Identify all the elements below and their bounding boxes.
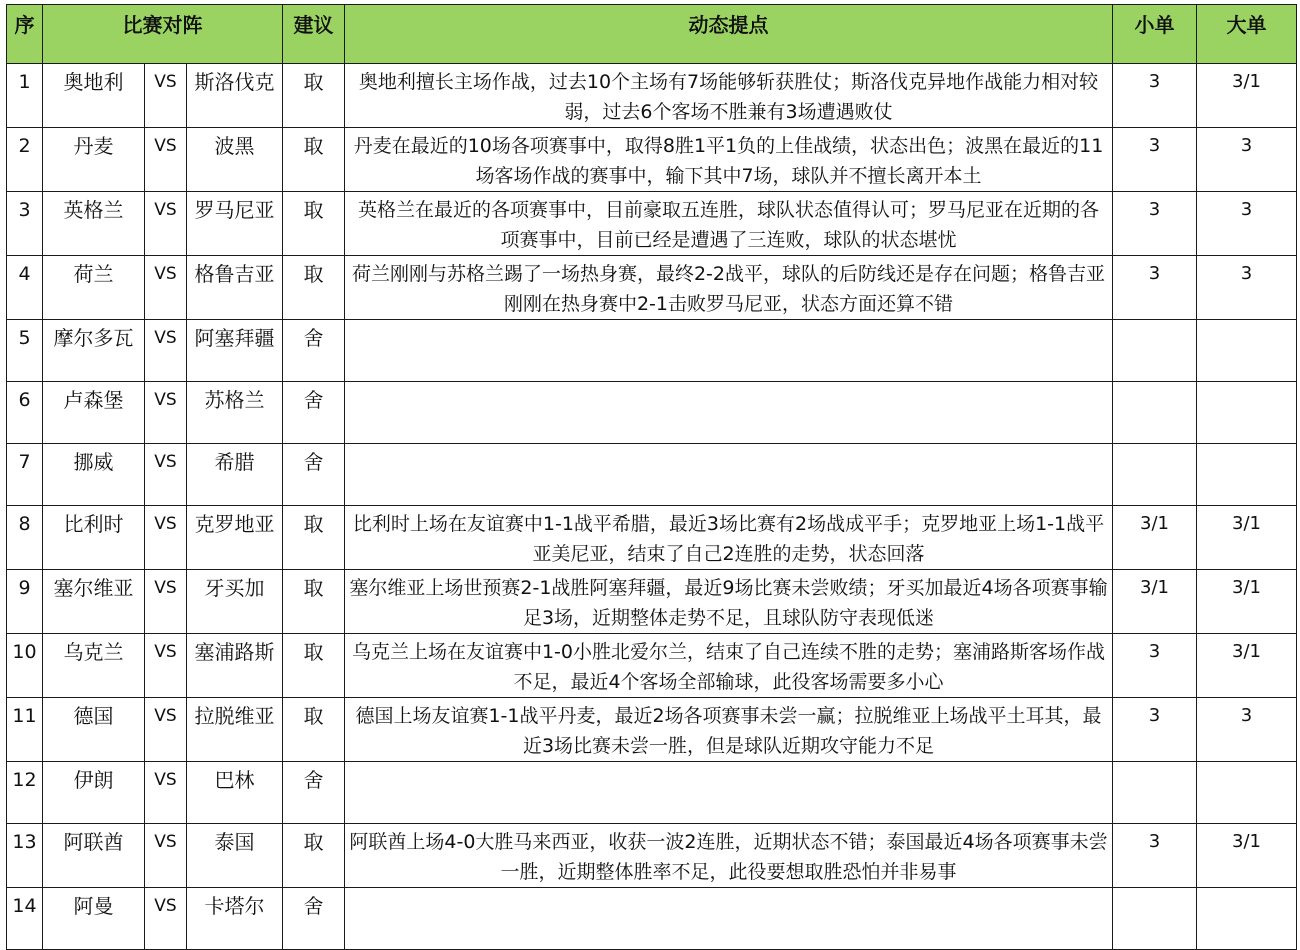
advice-cell: 舍 [283,382,345,444]
home-team: 伊朗 [43,762,145,824]
row-seq: 4 [7,256,43,320]
row-seq: 2 [7,128,43,192]
small-odds-cell: 3 [1113,256,1197,320]
small-odds-cell [1113,320,1197,382]
row-seq: 12 [7,762,43,824]
big-odds-cell [1197,320,1297,382]
table-row [7,256,1297,320]
table-row [7,128,1297,192]
tips-cell: 奥地利擅长主场作战，过去10个主场有7场能够斩获胜仗；斯洛伐克异地作战能力相对较弱，过去6个客场不胜兼有3场遭遇败仗 [345,64,1113,128]
vs-label: VS [145,444,187,506]
tips-cell [345,888,1113,950]
tips-cell [345,444,1113,506]
vs-label: VS [145,634,187,698]
home-team: 丹麦 [43,128,145,192]
tips-cell: 丹麦在最近的10场各项赛事中，取得8胜1平1负的上佳战绩，状态出色；波黑在最近的11场客场作战的赛事中，输下其中7场，球队并不擅长离开本土 [345,128,1113,192]
table-header-row [7,5,1297,64]
away-team: 牙买加 [187,570,283,634]
away-team: 罗马尼亚 [187,192,283,256]
advice-cell: 取 [283,824,345,888]
vs-label: VS [145,382,187,444]
advice-cell: 取 [283,570,345,634]
table-row [7,320,1297,382]
big-odds-cell: 3 [1197,698,1297,762]
away-team: 阿塞拜疆 [187,320,283,382]
home-team: 德国 [43,698,145,762]
small-odds-cell: 3 [1113,824,1197,888]
tips-cell: 阿联酋上场4-0大胜马来西亚，收获一波2连胜，近期状态不错；泰国最近4场各项赛事未尝一胜，近期整体胜率不足，此役要想取胜恐怕并非易事 [345,824,1113,888]
home-team: 塞尔维亚 [43,570,145,634]
away-team: 波黑 [187,128,283,192]
vs-label: VS [145,192,187,256]
vs-label: VS [145,888,187,950]
advice-cell: 取 [283,698,345,762]
table-row [7,192,1297,256]
row-seq: 1 [7,64,43,128]
away-team: 拉脱维亚 [187,698,283,762]
small-odds-cell: 3 [1113,192,1197,256]
tips-cell: 比利时上场在友谊赛中1-1战平希腊，最近3场比赛有2场战成平手；克罗地亚上场1-1战平亚美尼亚，结束了自己2连胜的走势，状态回落 [345,506,1113,570]
small-odds-cell [1113,888,1197,950]
vs-label: VS [145,320,187,382]
table-row [7,570,1297,634]
away-team: 塞浦路斯 [187,634,283,698]
advice-cell: 取 [283,634,345,698]
vs-label: VS [145,570,187,634]
big-odds-cell [1197,762,1297,824]
table-row [7,824,1297,888]
away-team: 格鲁吉亚 [187,256,283,320]
table-row [7,506,1297,570]
header-tips: 动态提点 [345,5,1113,64]
home-team: 比利时 [43,506,145,570]
small-odds-cell [1113,762,1197,824]
tips-cell: 乌克兰上场在友谊赛中1-0小胜北爱尔兰，结束了自己连续不胜的走势；塞浦路斯客场作战不足，最近4个客场全部输球，此役客场需要多小心 [345,634,1113,698]
home-team: 奥地利 [43,64,145,128]
small-odds-cell: 3 [1113,698,1197,762]
row-seq: 14 [7,888,43,950]
tips-cell [345,320,1113,382]
advice-cell: 舍 [283,762,345,824]
vs-label: VS [145,256,187,320]
vs-label: VS [145,762,187,824]
advice-cell: 舍 [283,444,345,506]
big-odds-cell [1197,444,1297,506]
small-odds-cell: 3 [1113,128,1197,192]
big-odds-cell: 3 [1197,192,1297,256]
row-seq: 13 [7,824,43,888]
advice-cell: 取 [283,192,345,256]
table-row [7,64,1297,128]
big-odds-cell: 3 [1197,128,1297,192]
row-seq: 3 [7,192,43,256]
row-seq: 5 [7,320,43,382]
header-small: 小单 [1113,5,1197,64]
away-team: 泰国 [187,824,283,888]
small-odds-cell: 3/1 [1113,506,1197,570]
tips-cell: 荷兰刚刚与苏格兰踢了一场热身赛，最终2-2战平，球队的后防线还是存在问题；格鲁吉亚刚刚在热身赛中2-1击败罗马尼亚，状态方面还算不错 [345,256,1113,320]
vs-label: VS [145,128,187,192]
away-team: 克罗地亚 [187,506,283,570]
tips-cell [345,762,1113,824]
row-seq: 11 [7,698,43,762]
vs-label: VS [145,64,187,128]
home-team: 摩尔多瓦 [43,320,145,382]
big-odds-cell: 3/1 [1197,824,1297,888]
tips-cell: 德国上场友谊赛1-1战平丹麦，最近2场各项赛事未尝一赢；拉脱维亚上场战平土耳其，最近3场比赛未尝一胜，但是球队近期攻守能力不足 [345,698,1113,762]
row-seq: 8 [7,506,43,570]
home-team: 阿曼 [43,888,145,950]
vs-label: VS [145,824,187,888]
row-seq: 9 [7,570,43,634]
header-big: 大单 [1197,5,1297,64]
home-team: 英格兰 [43,192,145,256]
vs-label: VS [145,698,187,762]
table-row [7,634,1297,698]
header-match: 比赛对阵 [43,5,283,64]
away-team: 苏格兰 [187,382,283,444]
big-odds-cell [1197,888,1297,950]
advice-cell: 舍 [283,320,345,382]
advice-cell: 取 [283,64,345,128]
table-row [7,762,1297,824]
big-odds-cell [1197,382,1297,444]
row-seq: 7 [7,444,43,506]
home-team: 卢森堡 [43,382,145,444]
vs-label: VS [145,506,187,570]
big-odds-cell: 3 [1197,256,1297,320]
tips-cell: 塞尔维亚上场世预赛2-1战胜阿塞拜疆，最近9场比赛未尝败绩；牙买加最近4场各项赛事输足3场，近期整体走势不足，且球队防守表现低迷 [345,570,1113,634]
home-team: 荷兰 [43,256,145,320]
home-team: 乌克兰 [43,634,145,698]
small-odds-cell [1113,444,1197,506]
big-odds-cell: 3/1 [1197,64,1297,128]
small-odds-cell [1113,382,1197,444]
tips-cell: 英格兰在最近的各项赛事中，目前豪取五连胜，球队状态值得认可；罗马尼亚在近期的各项赛事中，目前已经是遭遇了三连败，球队的状态堪忧 [345,192,1113,256]
advice-cell: 取 [283,128,345,192]
away-team: 希腊 [187,444,283,506]
small-odds-cell: 3 [1113,634,1197,698]
table-row [7,444,1297,506]
header-seq: 序 [7,5,43,64]
away-team: 卡塔尔 [187,888,283,950]
home-team: 阿联酋 [43,824,145,888]
advice-cell: 舍 [283,888,345,950]
match-table [6,4,1297,950]
advice-cell: 取 [283,256,345,320]
table-row [7,888,1297,950]
table-row [7,698,1297,762]
row-seq: 10 [7,634,43,698]
advice-cell: 取 [283,506,345,570]
big-odds-cell: 3/1 [1197,570,1297,634]
away-team: 斯洛伐克 [187,64,283,128]
big-odds-cell: 3/1 [1197,506,1297,570]
big-odds-cell: 3/1 [1197,634,1297,698]
small-odds-cell: 3/1 [1113,570,1197,634]
small-odds-cell: 3 [1113,64,1197,128]
tips-cell [345,382,1113,444]
table-row [7,382,1297,444]
row-seq: 6 [7,382,43,444]
away-team: 巴林 [187,762,283,824]
header-advice: 建议 [283,5,345,64]
home-team: 挪威 [43,444,145,506]
